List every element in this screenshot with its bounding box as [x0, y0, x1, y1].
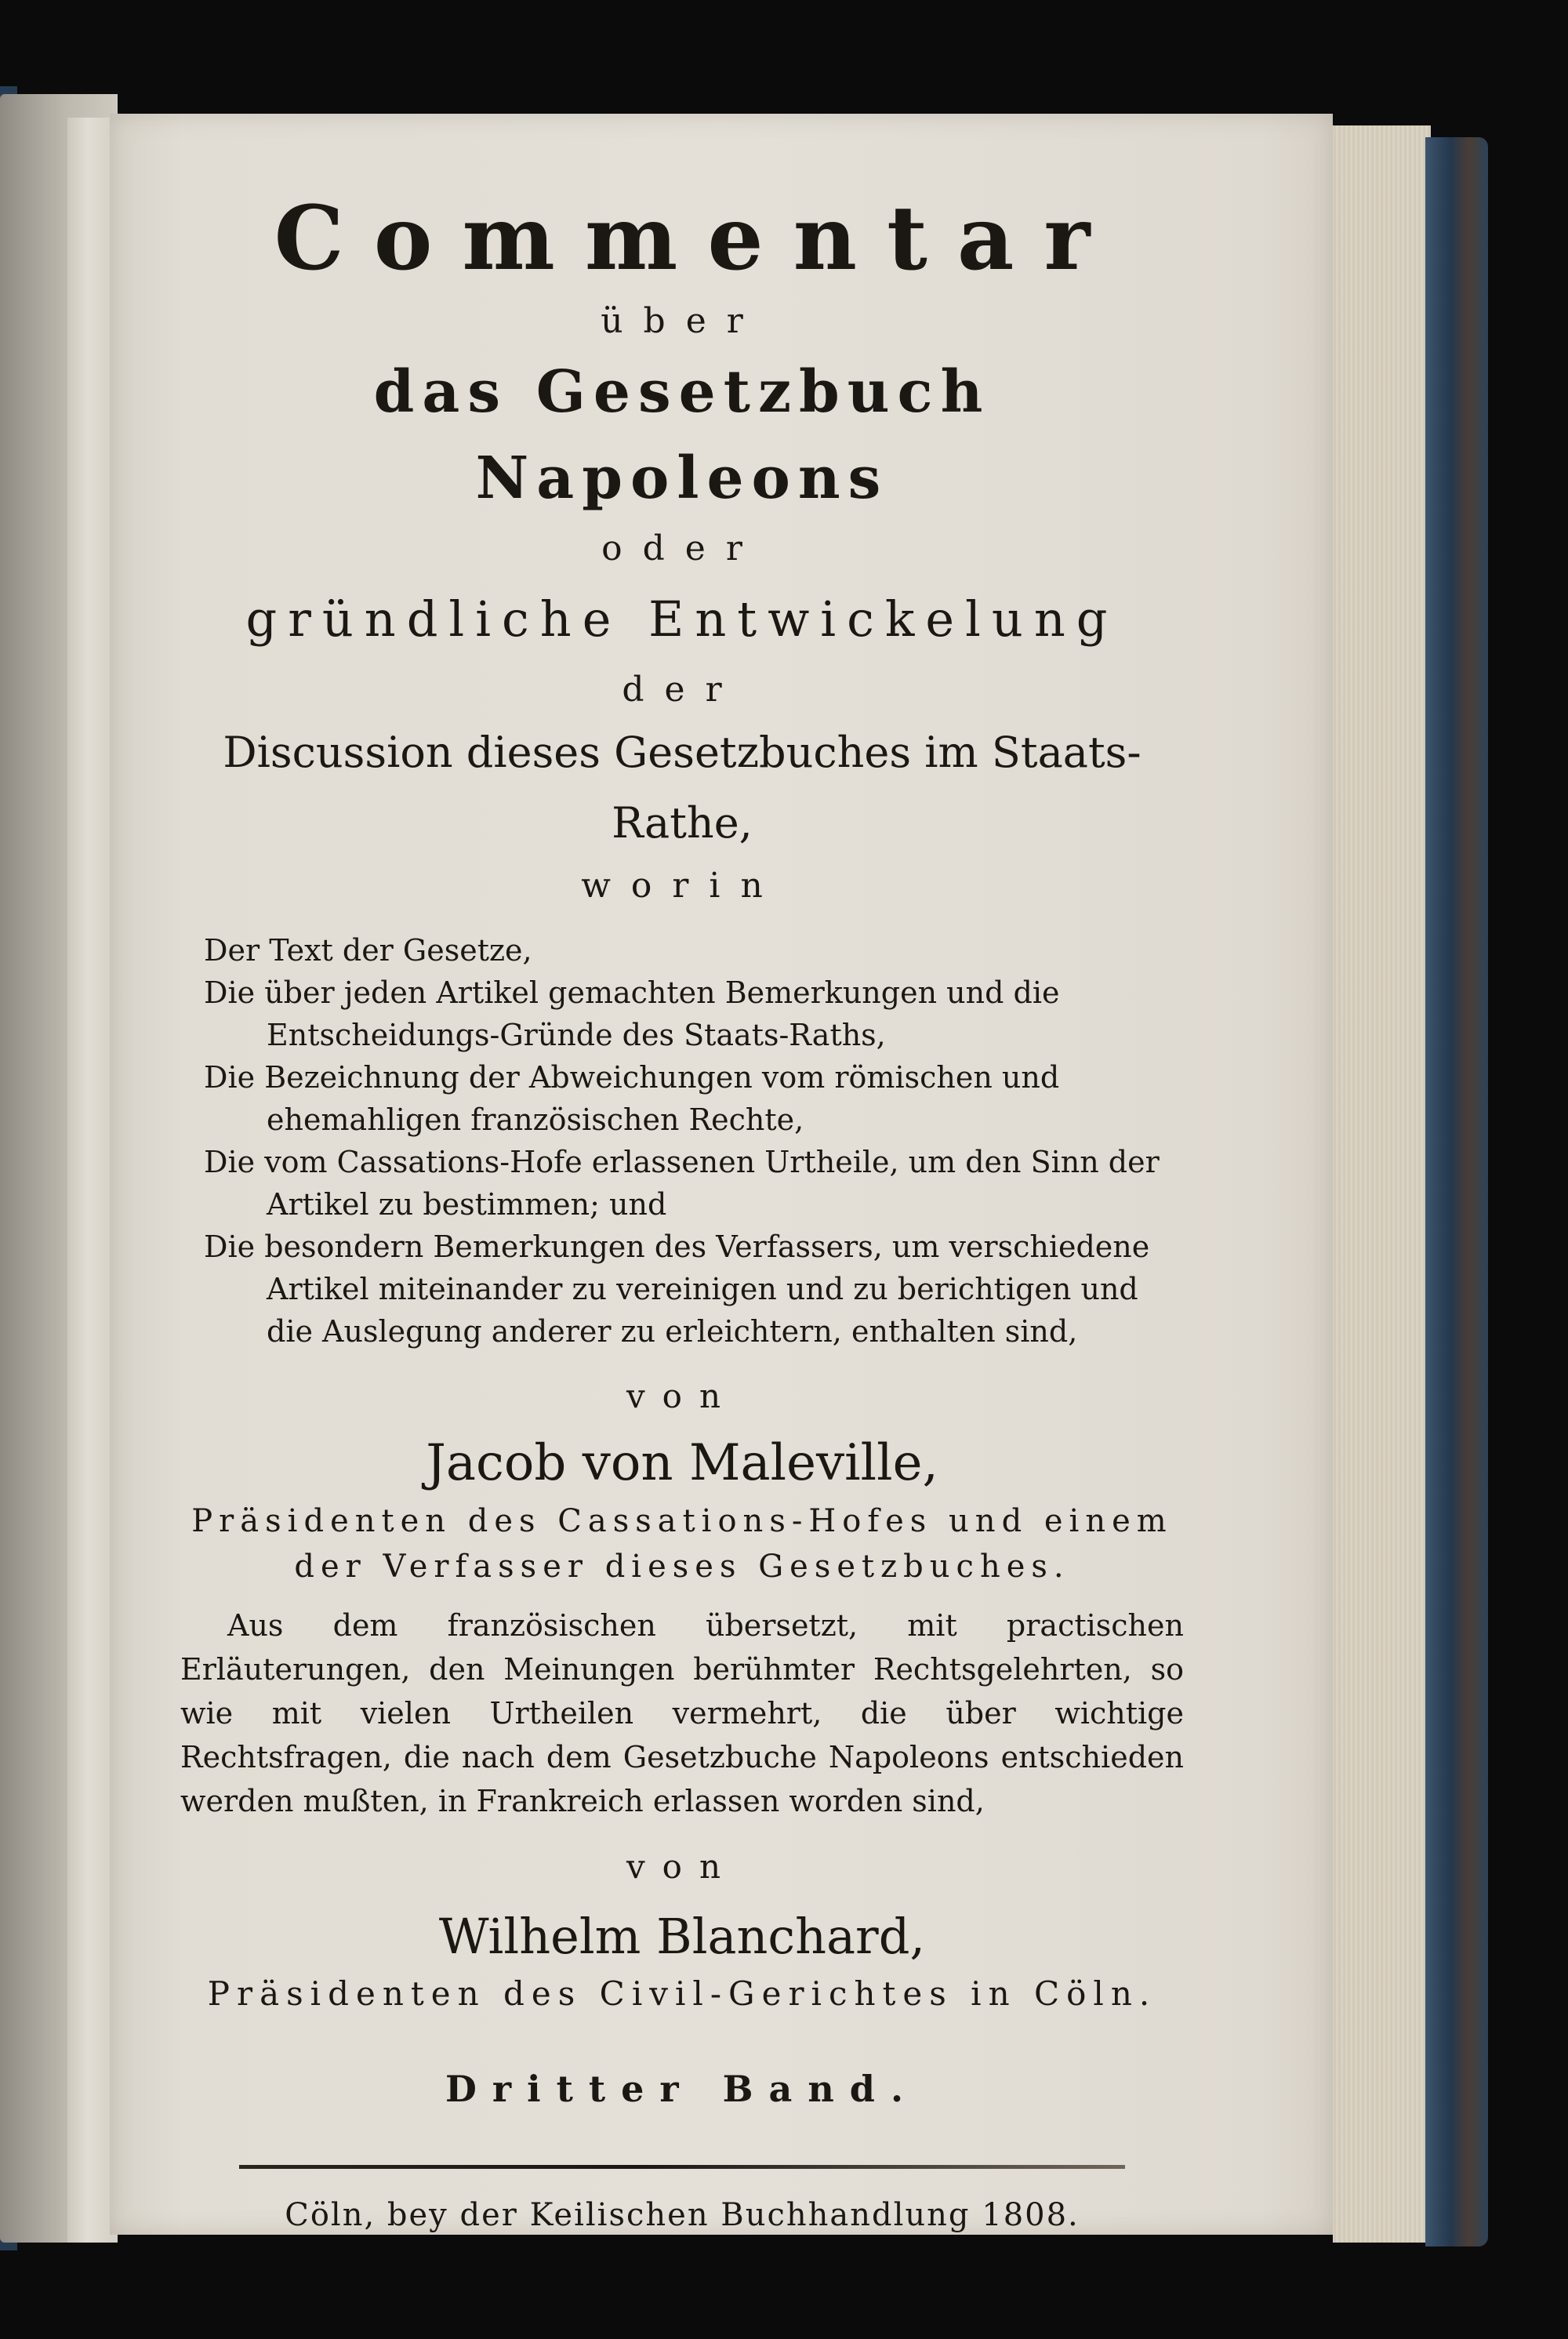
contents-item: Der Text der Gesetze,: [204, 933, 532, 968]
title-page-text: [180, 184, 1184, 2243]
imprint: Cöln, bey der Keilischen Buchhandlung 1808.: [285, 2197, 1080, 2233]
subtitle-line-2: gründliche Entwickelung: [245, 590, 1119, 648]
subtitle-line-1: das Gesetzbuch Napoleons: [373, 358, 991, 512]
contents-list: [180, 929, 1184, 1353]
connector-der: der: [622, 670, 742, 710]
subtitle-line-3: Discussion dieses Gesetzbuches im Staats-Rathe,: [223, 728, 1142, 848]
connector-ueber: über: [601, 301, 764, 341]
divider-rule: [239, 2165, 1125, 2169]
right-cover: [1425, 137, 1488, 2246]
author-role: Präsidenten des Cassations-Hofes und einem der Verfasser dieses Gesetzbuches.: [191, 1503, 1173, 1585]
author-name: Jacob von Maleville,: [426, 1434, 938, 1492]
translator-name: Wilhelm Blanchard,: [438, 1908, 926, 1965]
contents-item: Die besondern Bemerkungen des Verfassers, um verschiedene Artikel miteinander zu vereinigen und zu berichtigen und die Auslegung anderer zu erleichtern, enthalten sind,: [204, 1229, 1150, 1349]
page-block-edge: [1333, 125, 1431, 2243]
volume-label: Dritter Band.: [445, 2068, 919, 2110]
contents-item: Die über jeden Artikel gemachten Bemerkungen und die Entscheidungs-Gründe des Staats-Raths,: [204, 975, 1060, 1052]
connector-oder: oder: [601, 528, 763, 568]
book-title: Commentar: [274, 187, 1120, 290]
translation-note: Aus dem französischen übersetzt, mit practischen Erläuterungen, den Meinungen berühmter Rechtsgelehrten, so wie mit vielen Urtheilen vermehrt, die über wichtige Rechtsfragen, die nach dem Gesetzbuche Napoleons entschieden werden mußten, in Frankreich erlassen worden sind,: [180, 1608, 1184, 1818]
connector-worin: worin: [581, 866, 783, 906]
connector-von-1: von: [626, 1377, 739, 1415]
translator-role: Präsidenten des Civil-Gerichtes in Cöln.: [207, 1974, 1157, 2013]
contents-item: Die Bezeichnung der Abweichungen vom römischen und ehemahligen französischen Rechte,: [204, 1060, 1060, 1137]
connector-von-2: von: [626, 1847, 739, 1886]
contents-item: Die vom Cassations-Hofe erlassenen Urtheile, um den Sinn der Artikel zu bestimmen; und: [204, 1145, 1160, 1222]
